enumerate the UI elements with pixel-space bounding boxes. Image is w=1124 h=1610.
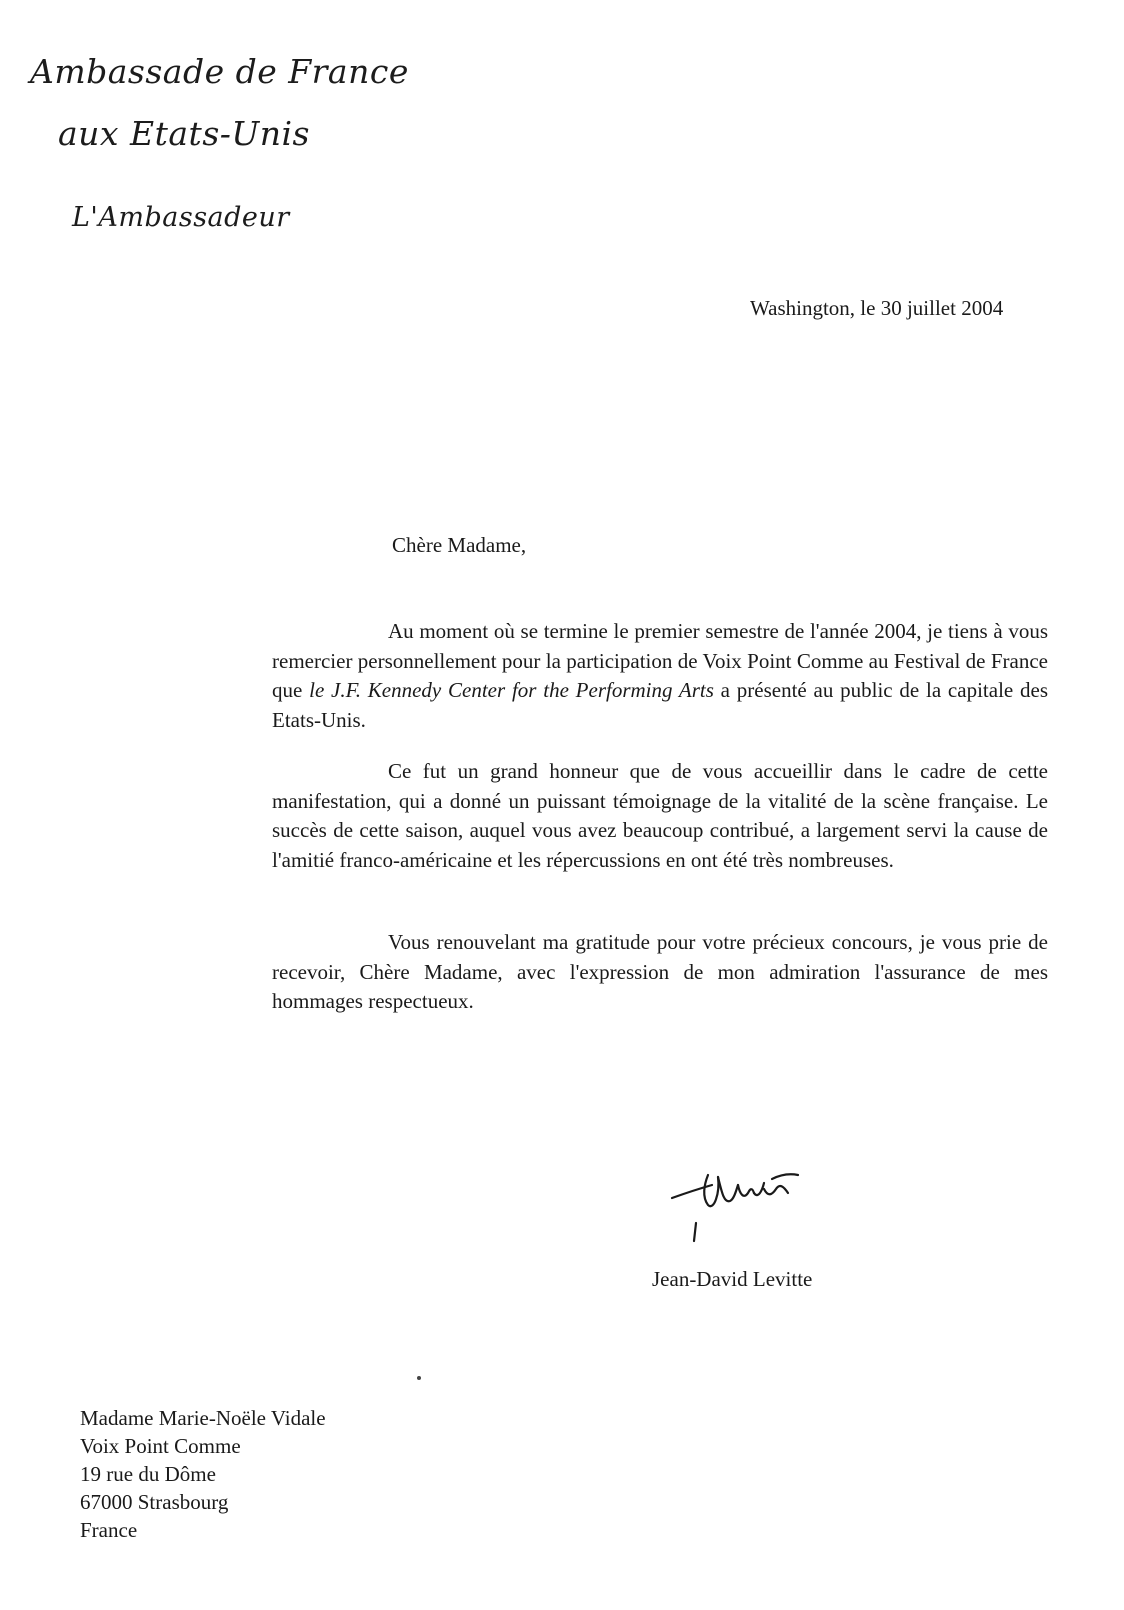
body-paragraph-3 — [272, 928, 1048, 1017]
paragraph-3-text: Vous renouvelant ma gratitude pour votre précieux concours, je vous prie de recevoir, Chère Madame, avec l'expression de mon admiration l'assurance de mes hommages respectueux. — [272, 930, 1048, 1013]
paragraph-2-text: Ce fut un grand honneur que de vous accueillir dans le cadre de cette manifestation, qui a donné un puissant témoignage de la vitalité de la scène française. Le succès de cette saison, auquel vous avez beaucoup contribué, a largement servi la cause de l'amitié franco-américaine et les répercussions en ont été très nombreuses. — [272, 759, 1048, 872]
letterhead-embassy: Ambassade de France — [30, 52, 409, 91]
signer-name: Jean-David Levitte — [652, 1267, 813, 1291]
letter-date: Washington, le 30 juillet 2004 — [750, 296, 1004, 320]
address-recipient-name: Madame Marie-Noële Vidale — [80, 1406, 326, 1430]
recipient-address — [80, 1404, 326, 1544]
handwritten-signature — [668, 1163, 828, 1253]
paragraph-1-text-start: Au moment où se termine le premier semestre de l'année 2004, je tiens à vous remercier personnellement pour la participation de Voix Point Comme au Festival de France que — [272, 619, 1048, 702]
paragraph-1-text-end: a présenté au public de la capitale des Etats-Unis. — [272, 678, 1048, 732]
letterhead-country: aux Etats-Unis — [58, 114, 310, 153]
address-country: France — [80, 1518, 138, 1542]
paragraph-1-italic-venue: le J.F. Kennedy Center for the Performing Arts — [309, 678, 714, 702]
address-organization: Voix Point Comme — [80, 1434, 241, 1458]
scan-speck — [417, 1376, 421, 1380]
address-city: 67000 Strasbourg — [80, 1490, 229, 1514]
address-street: 19 rue du Dôme — [80, 1462, 216, 1486]
letterhead-title: L'Ambassadeur — [72, 202, 290, 233]
body-paragraph-2 — [272, 757, 1048, 875]
salutation: Chère Madame, — [392, 533, 527, 557]
body-paragraph-1 — [272, 617, 1048, 735]
